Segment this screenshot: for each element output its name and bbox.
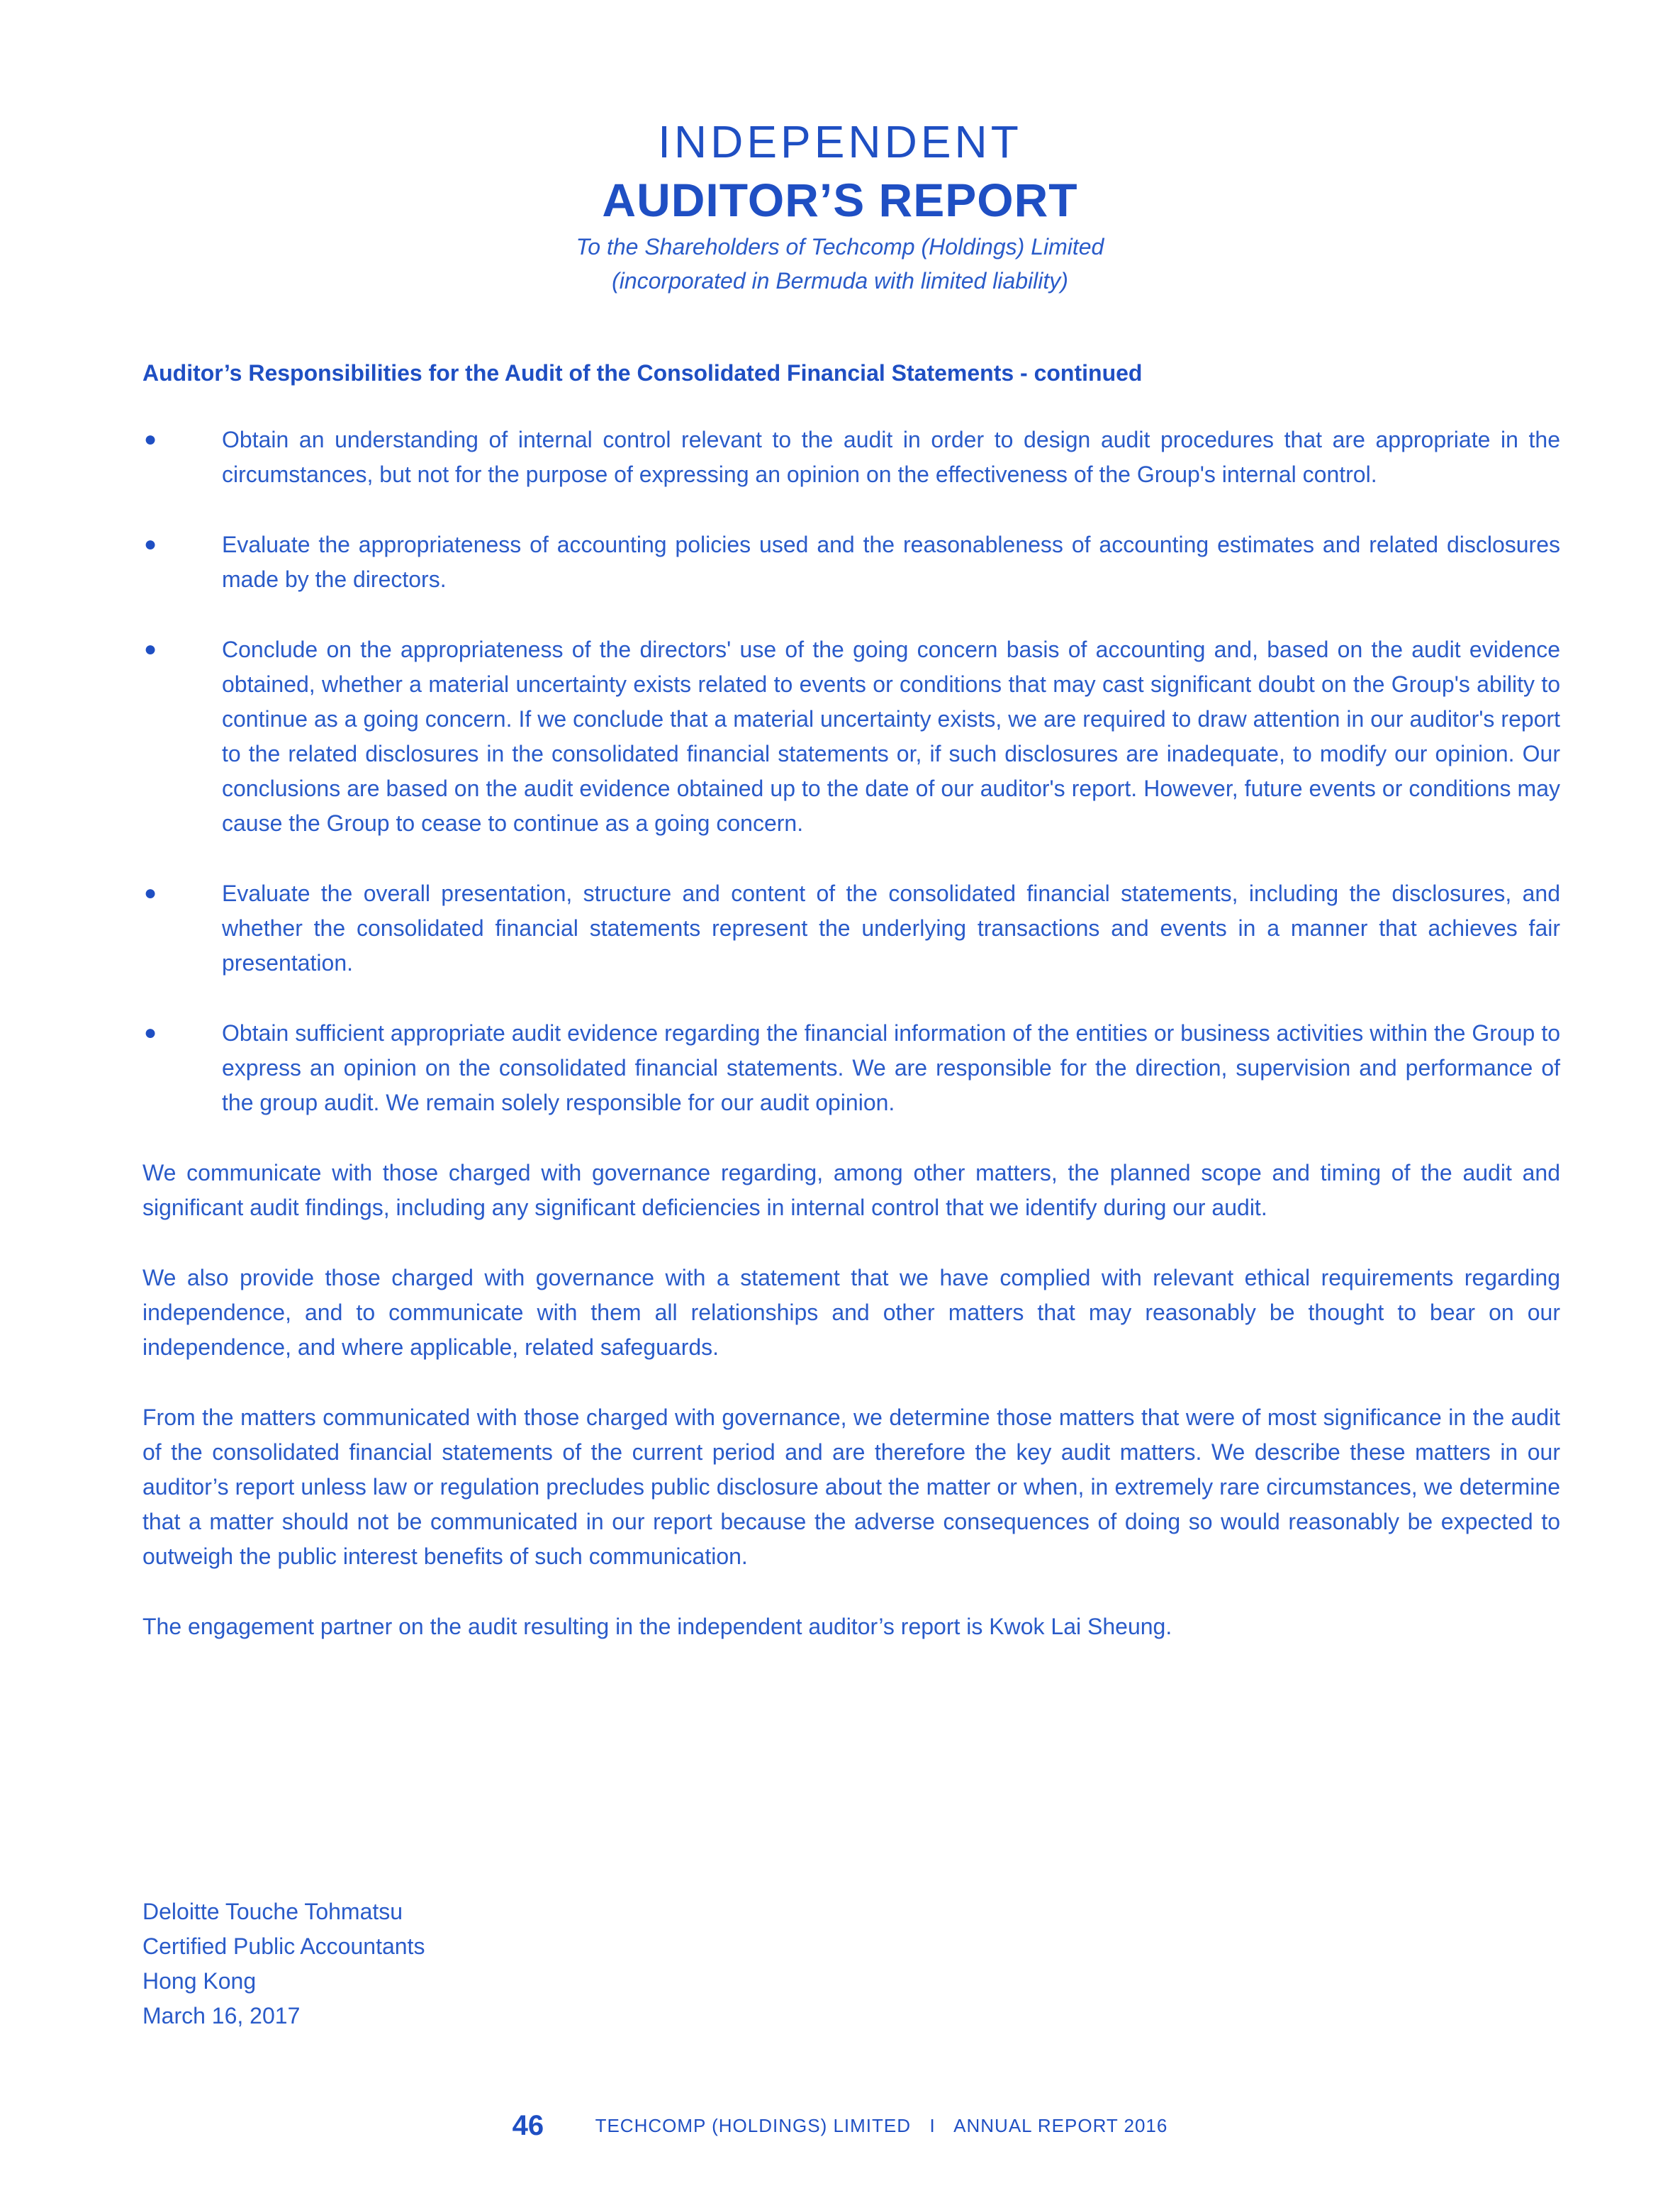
body-paragraph <box>142 1156 1560 1225</box>
page-footer <box>0 2110 1680 2142</box>
section-heading: Auditor’s Responsibilities for the Audit of the Consolidated Financial Statements - continued <box>142 360 1143 386</box>
paragraph-text: From the matters communicated with those charged with governance, we determine those matters that were of most significance in the audit of the consolidated financial statements of the current period and are therefore the key audit matters. We describe these matters in our auditor’s report unless law or regulation precludes public disclosure about the matter or when, in extremely rare circumstances, we determine that a matter should not be communicated in our report because the adverse consequences of doing so would reasonably be expected to outweigh the public interest benefits of such communication. <box>142 1405 1560 1569</box>
bullet-text: Obtain sufficient appropriate audit evidence regarding the financial information of the entities or business activities within the Group to express an opinion on the consolidated financial statements. We are responsible for the direction, supervision and performance of the group audit. We remain solely responsible for our audit opinion. <box>222 1020 1560 1115</box>
report-subtitle-line2: (incorporated in Bermuda with limited liability) <box>612 268 1068 294</box>
footer-company: TECHCOMP (HOLDINGS) LIMITED <box>595 2115 912 2136</box>
report-title-line1: INDEPENDENT <box>658 116 1022 167</box>
bullet-dot-icon: ● <box>144 428 157 451</box>
signature-firm: Deloitte Touche Tohmatsu <box>142 1899 403 1924</box>
signature-location: Hong Kong <box>142 1968 257 1994</box>
bullet-item <box>142 876 1560 981</box>
bullet-dot-icon: ● <box>144 1021 157 1044</box>
bullet-dot-icon: ● <box>144 637 157 661</box>
signature-title: Certified Public Accountants <box>142 1933 425 1959</box>
bullet-item <box>142 423 1560 492</box>
body-paragraph <box>142 1609 1560 1644</box>
bullet-dot-icon: ● <box>144 532 157 556</box>
report-subtitle-line1: To the Shareholders of Techcomp (Holdings) Limited <box>576 234 1104 259</box>
bullet-item <box>142 1016 1560 1120</box>
bullet-text: Obtain an understanding of internal control relevant to the audit in order to design audit procedures that are appropriate in the circumstances, but not for the purpose of expressing an opinion on the effectiveness of the Group's internal control. <box>222 427 1560 487</box>
bullet-item <box>142 528 1560 597</box>
body-paragraph <box>142 1400 1560 1574</box>
signature-date: March 16, 2017 <box>142 2003 301 2028</box>
report-body <box>142 356 1560 1680</box>
bullet-text: Evaluate the overall presentation, structure and content of the consolidated financial statements, including the disclosures, and whether the consolidated financial statements represent the underlying transactions and events in a manner that achieves fair presentation. <box>222 881 1560 976</box>
paragraph-text: We communicate with those charged with governance regarding, among other matters, the planned scope and timing of the audit and significant audit findings, including any significant deficiencies in internal control that we identify during our audit. <box>142 1160 1560 1220</box>
bullet-text: Evaluate the appropriateness of accounting policies used and the reasonableness of accounting estimates and related disclosures made by the directors. <box>222 532 1560 592</box>
footer-separator: I <box>929 2115 935 2136</box>
footer-report: ANNUAL REPORT 2016 <box>953 2115 1168 2136</box>
body-paragraph <box>142 1261 1560 1365</box>
page-number: 46 <box>512 2110 544 2141</box>
bullet-item <box>142 632 1560 841</box>
report-header <box>0 113 1680 298</box>
report-title-line2: AUDITOR’S REPORT <box>602 174 1078 226</box>
bullet-dot-icon: ● <box>144 881 157 905</box>
paragraph-text: The engagement partner on the audit resulting in the independent auditor’s report is Kwok Lai Sheung. <box>142 1614 1172 1639</box>
paragraph-text: We also provide those charged with governance with a statement that we have complied with relevant ethical requirements regarding independence, and to communicate with them all relationships and other matters that may reasonably be thought to bear on our independence, and where applicable, related safeguards. <box>142 1265 1560 1360</box>
bullet-text: Conclude on the appropriateness of the directors' use of the going concern basis of accounting and, based on the audit evidence obtained, whether a material uncertainty exists related to events or conditions that may cast significant doubt on the Group's ability to continue as a going concern. If we conclude that a material uncertainty exists, we are required to draw attention in our auditor's report to the related disclosures in the consolidated financial statements or, if such disclosures are inadequate, to modify our opinion. Our conclusions are based on the audit evidence obtained up to the date of our auditor's report. However, future events or conditions may cause the Group to cease to continue as a going concern. <box>222 637 1560 836</box>
signature-block <box>142 1894 425 2033</box>
